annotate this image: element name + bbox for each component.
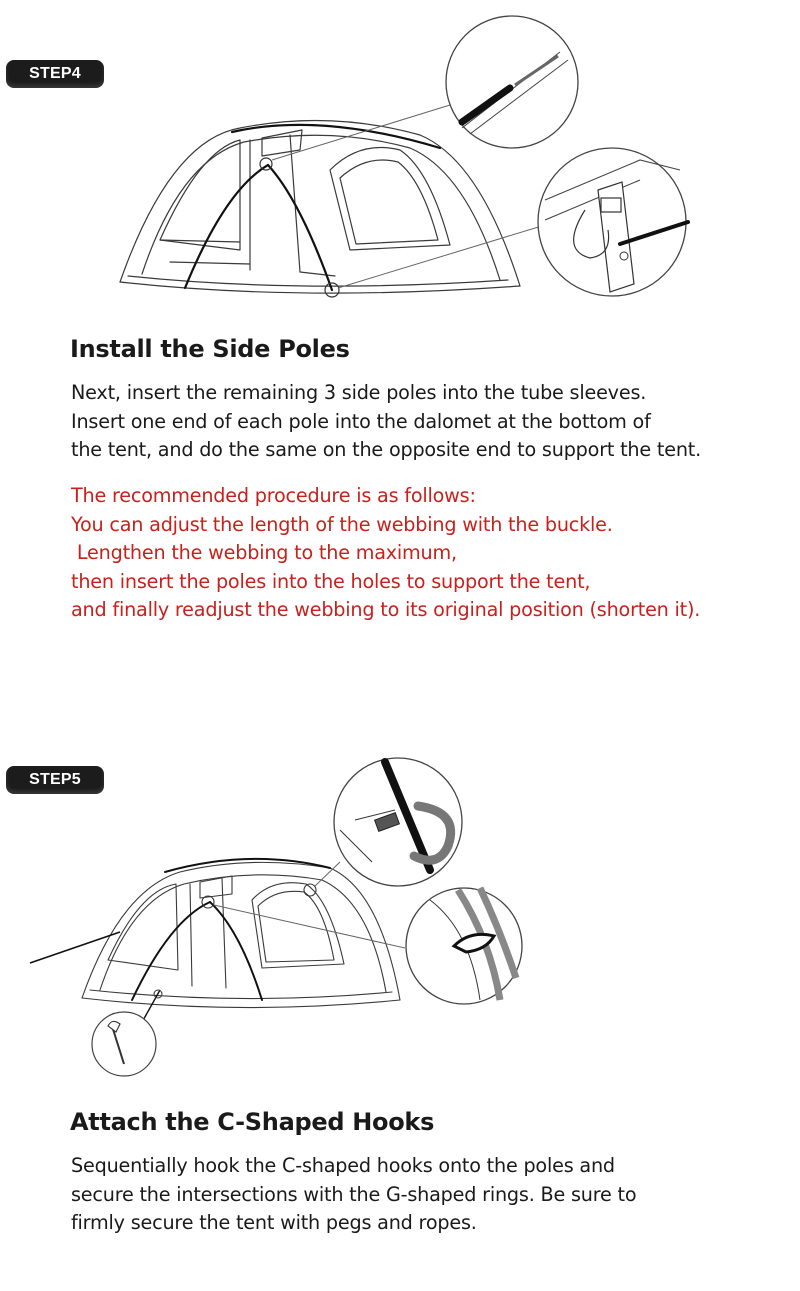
step5-body bbox=[71, 1152, 636, 1238]
step5-tent-illustration bbox=[0, 750, 800, 1090]
step5-body-line: firmly secure the tent with pegs and ropes. bbox=[71, 1211, 477, 1234]
step4-body-line: Next, insert the remaining 3 side poles into the tube sleeves. bbox=[71, 381, 647, 404]
step4-body-line: the tent, and do the same on the opposite end to support the tent. bbox=[71, 438, 702, 461]
note-line: You can adjust the length of the webbing with the buckle. bbox=[71, 512, 613, 536]
step4-tent-illustration bbox=[0, 0, 800, 320]
c-hook-detail-circle bbox=[334, 758, 462, 886]
note-line: Lengthen the webbing to the maximum, bbox=[71, 541, 457, 564]
pole-sleeve-detail-circle bbox=[446, 16, 578, 148]
step5-badge: STEP5 bbox=[6, 766, 104, 794]
step4-procedure-note bbox=[71, 482, 700, 625]
note-line: then insert the poles into the holes to support the tent, bbox=[71, 569, 591, 593]
peg-detail-circle bbox=[92, 1012, 156, 1076]
step4-heading: Install the Side Poles bbox=[70, 335, 350, 363]
note-line: and finally readjust the webbing to its original position (shorten it). bbox=[71, 598, 701, 621]
buckle-webbing-detail-circle bbox=[538, 148, 688, 296]
step4-badge: STEP4 bbox=[6, 60, 104, 88]
g-ring-detail-circle bbox=[406, 888, 522, 1004]
note-line: The recommended procedure is as follows: bbox=[71, 484, 476, 507]
step5-heading: Attach the C-Shaped Hooks bbox=[70, 1108, 435, 1136]
step5-body-line: Sequentially hook the C-shaped hooks onto the poles and bbox=[71, 1154, 615, 1177]
step4-body-line: Insert one end of each pole into the dalomet at the bottom of bbox=[71, 409, 651, 433]
step5-body-line: secure the intersections with the G-shaped rings. Be sure to bbox=[71, 1182, 637, 1206]
step4-body bbox=[71, 379, 701, 465]
